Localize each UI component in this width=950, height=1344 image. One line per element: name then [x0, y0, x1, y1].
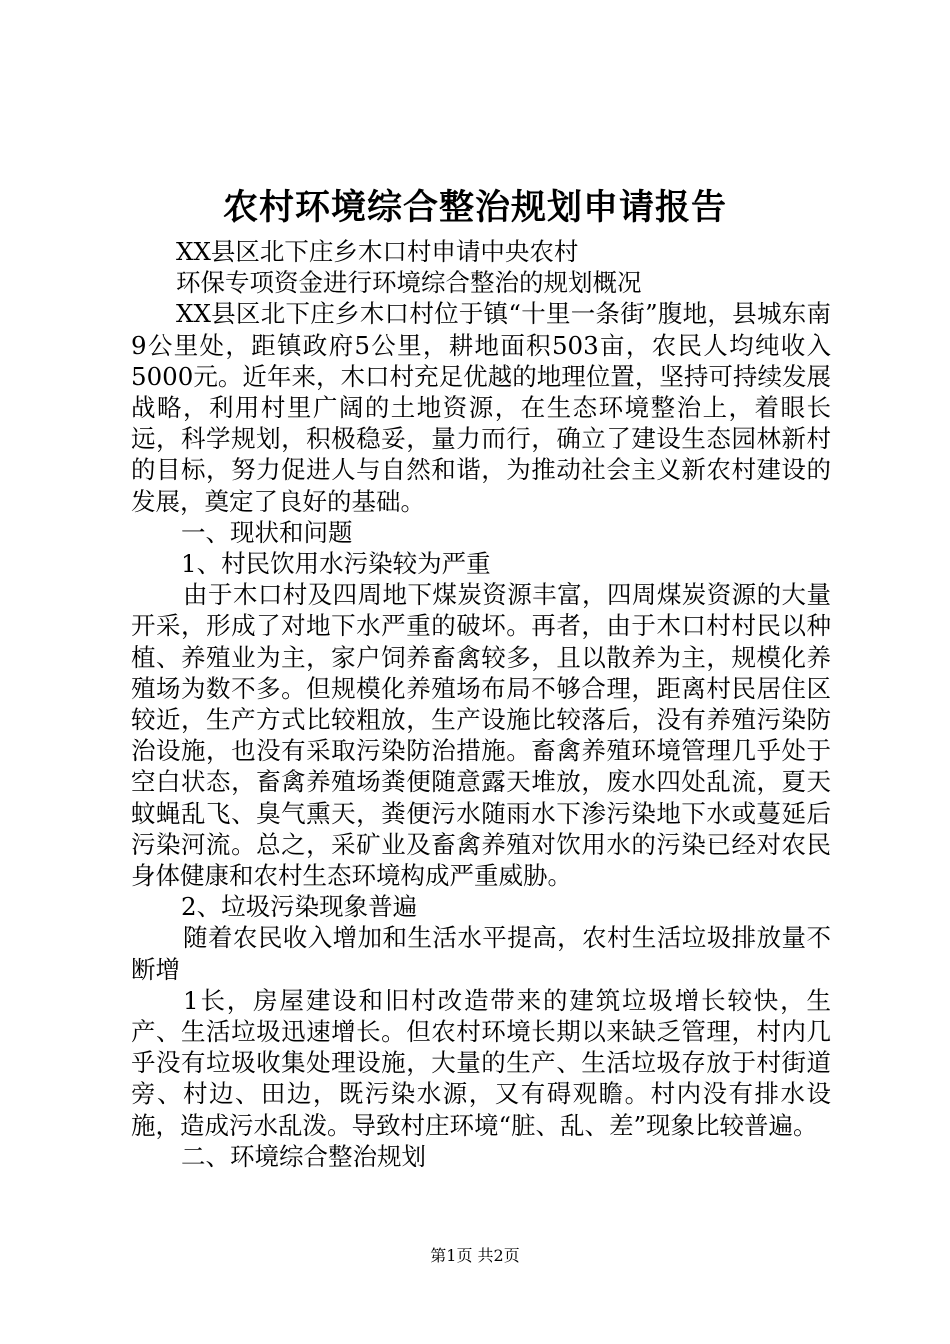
paragraph-village-overview: XX县区北下庄乡木口村位于镇“十里一条街”腹地，县城东南9公里处，距镇政府5公里，耕地面积503亩，农民人均纯收入5000元。近年来，木口村充足优越的地理位置，坚持可持续发展战略，利用村里广阔的土地资源，在生态环境整治上，着眼长远，科学规划，积极稳妥，量力而行，确立了建设生态园林新村的目标，努力促进人与自然和谐，为推动社会主义新农村建设的发展，奠定了良好的基础。	[131, 299, 831, 516]
document-title: 农村环境综合整治规划申请报告	[222, 187, 727, 228]
subheading-garbage-pollution: 2、垃圾污染现象普遍	[181, 892, 418, 922]
page-number-footer: 第1页 共2页	[430, 1246, 520, 1265]
section-heading-comprehensive-plan: 二、环境综合整治规划	[181, 1141, 426, 1171]
paragraph-drinking-water-pollution: 由于木口村及四周地下煤炭资源丰富，四周煤炭资源的大量开采，形成了对地下水严重的破坏。再者，由于木口村村民以种植、养殖业为主，家户饲养畜禽较多，且以散养为主，规模化养殖场为数不多。但规模化养殖场布局不够合理，距离村民居住区较近，生产方式比较粗放，生产设施比较落后，没有养殖污染防治设施，也没有采取污染防治措施。畜禽养殖环境管理几乎处于空白状态，畜禽养殖场粪便随意露天堆放，废水四处乱流，夏天蚊蝇乱飞、臭气熏天，粪便污水随雨水下渗污染地下水或蔓延后污染河流。总之，采矿业及畜禽养殖对饮用水的污染已经对农民身体健康和农村生态环境构成严重威胁。	[131, 580, 831, 891]
paragraph-subtitle-line-2: 环保专项资金进行环境综合整治的规划概况	[176, 268, 642, 298]
document-body	[131, 236, 831, 1172]
section-heading-status-and-problems: 一、现状和问题	[181, 517, 353, 547]
subheading-drinking-water-pollution: 1、村民饮用水污染较为严重	[181, 549, 491, 579]
paragraph-garbage-pollution-intro: 随着农民收入增加和生活水平提高，农村生活垃圾排放量不断增	[131, 923, 831, 984]
paragraph-garbage-pollution-detail: 1长，房屋建设和旧村改造带来的建筑垃圾增长较快，生产、生活垃圾迅速增长。但农村环境长期以来缺乏管理，村内几乎没有垃圾收集处理设施，大量的生产、生活垃圾存放于村街道旁、村边、田边，既污染水源，又有碍观瞻。村内没有排水设施，造成污水乱泼。导致村庄环境“脏、乱、差”现象比较普遍。	[131, 985, 831, 1140]
paragraph-subtitle-line-1: XX县区北下庄乡木口村申请中央农村	[176, 237, 579, 266]
